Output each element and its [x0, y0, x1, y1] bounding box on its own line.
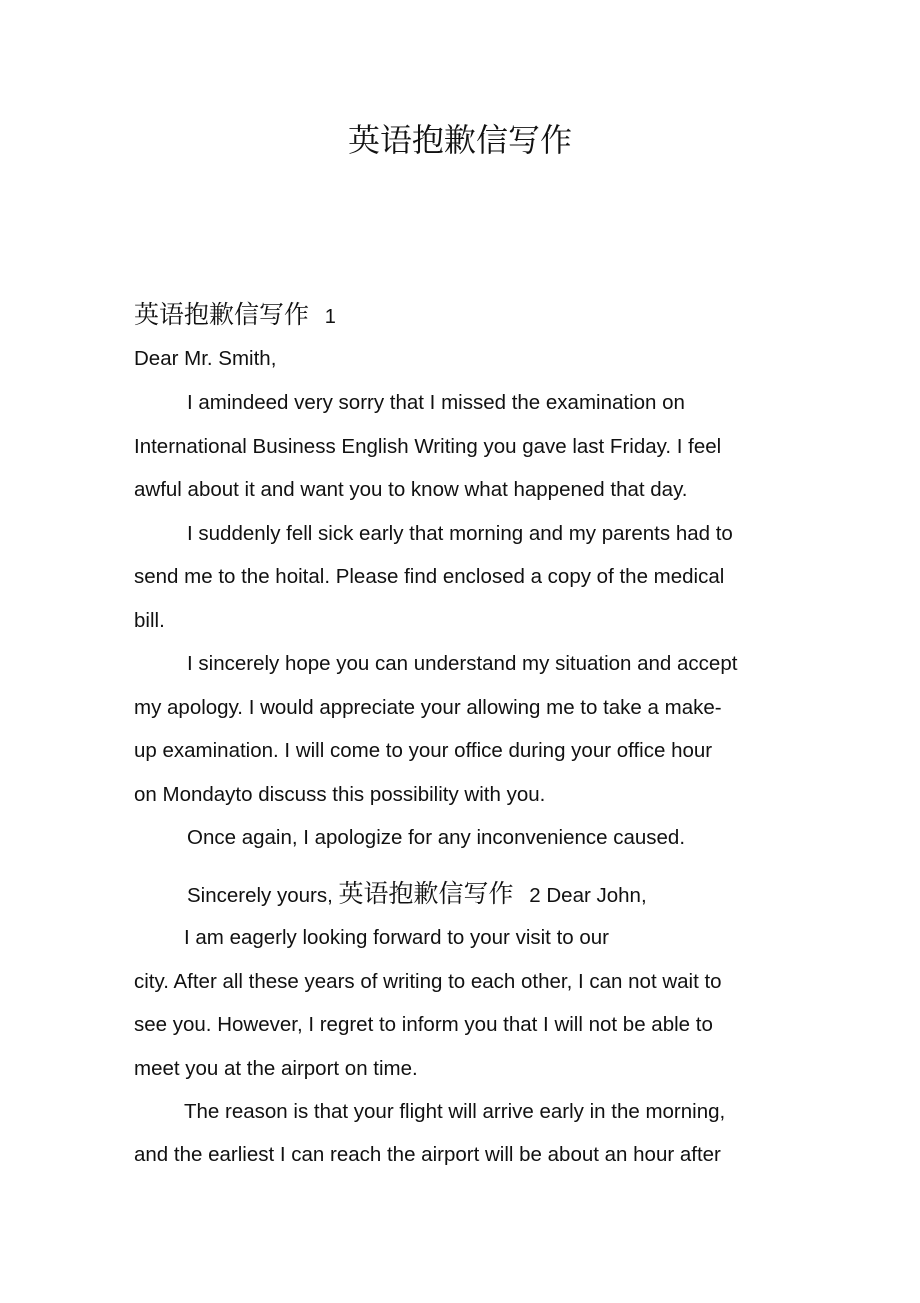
letter2-line: I am eagerly looking forward to your visit to our [184, 926, 609, 949]
letter1-line: awful about it and want you to know what happened that day. [134, 478, 688, 501]
section-number: 1 [324, 306, 336, 328]
letter1-salutation: Dear Mr. Smith, [134, 347, 277, 370]
letter1-line: Once again, I apologize for any inconvenience caused. [187, 826, 686, 849]
letter2-line: city. After all these years of writing to each other, I can not wait to [134, 970, 722, 993]
page-title: 英语抱歉信写作 [347, 121, 572, 159]
letter1-line: I amindeed very sorry that I missed the examination on [187, 391, 685, 414]
letter1-line: send me to the hoital. Please find enclosed a copy of the medical [134, 565, 725, 588]
letter2-line: The reason is that your flight will arrive early in the morning, [184, 1100, 726, 1123]
letter2-line: meet you at the airport on time. [134, 1057, 418, 1080]
letter1-line: I suddenly fell sick early that morning and my parents had to [187, 522, 733, 545]
letter1-line: up examination. I will come to your office during your office hour [134, 739, 713, 762]
section-heading-2: 英语抱歉信写作 [338, 879, 514, 908]
section-number: 2 [529, 884, 541, 907]
closing-and-section2-line [187, 879, 647, 911]
letter1-line: bill. [134, 609, 165, 632]
letter1-line: on Mondayto discuss this possibility with you. [134, 783, 546, 806]
letter1-line: International Business English Writing you gave last Friday. I feel [134, 435, 722, 458]
section-heading-text: 英语抱歉信写作 [134, 300, 310, 329]
letter1-line: my apology. I would appreciate your allowing me to take a make- [134, 696, 722, 719]
letter2-line: and the earliest I can reach the airport will be about an hour after [134, 1143, 721, 1166]
letter1-line: I sincerely hope you can understand my situation and accept [187, 652, 738, 675]
letter1-closing: Sincerely yours, [187, 884, 333, 907]
section-heading-1 [134, 300, 336, 332]
letter2-line: see you. However, I regret to inform you that I will not be able to [134, 1013, 713, 1036]
letter2-salutation: Dear John, [546, 884, 647, 907]
